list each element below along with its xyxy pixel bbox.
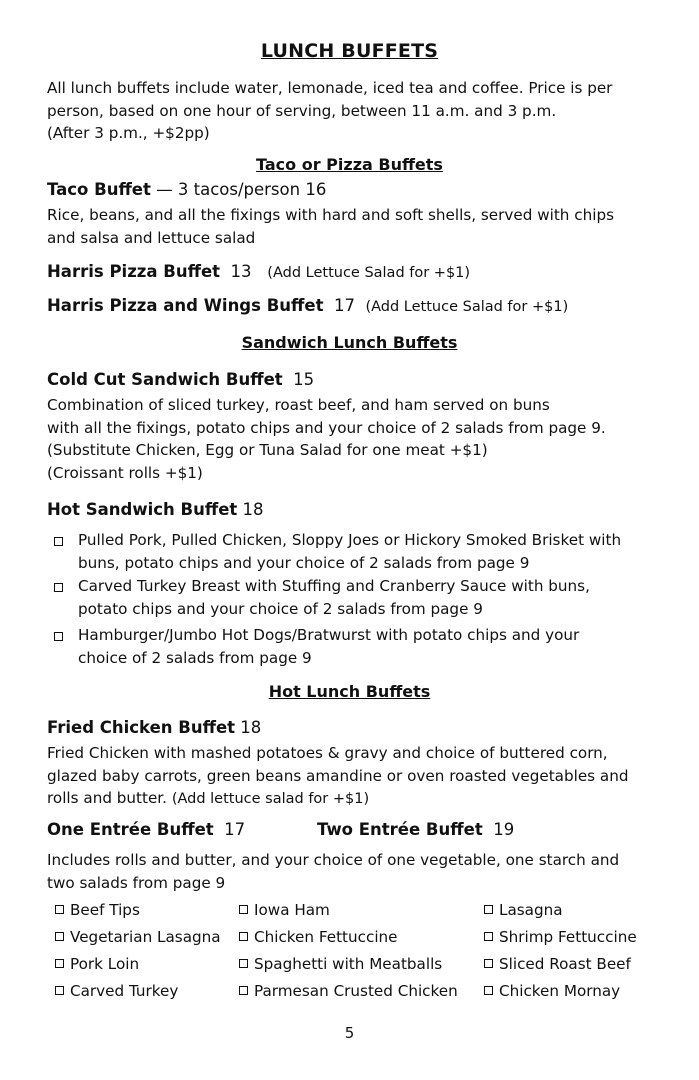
description-line: Fried Chicken with mashed potatoes & gravy and choice of buttered corn, (47, 744, 608, 762)
checkbox-icon (54, 537, 63, 546)
section-heading-taco-pizza: Taco or Pizza Buffets (256, 155, 443, 174)
fried-chicken-note: (Add lettuce salad for +$1) (171, 791, 370, 807)
taco-buffet-detail: — 3 tacos/person 16 (150, 180, 327, 199)
pizza-buffet-name: Harris Pizza Buffet (47, 262, 221, 281)
checkbox-icon (55, 905, 64, 914)
two-entree-buffet-name: Two Entrée Buffet (317, 820, 483, 839)
checkbox-icon (55, 959, 64, 968)
pizza-wings-buffet-price: 17 (333, 296, 355, 315)
checkbox-icon (54, 632, 63, 641)
cold-cut-buffet-price: 15 (293, 370, 315, 389)
hot-sandwich-buffet-name: Hot Sandwich Buffet (47, 500, 238, 519)
section-heading-hot-lunch: Hot Lunch Buffets (268, 682, 431, 701)
option-line: Carved Turkey Breast with Stuffing and Cranberry Sauce with buns, (78, 577, 590, 595)
description-line: Includes rolls and butter, and your choice of one vegetable, one starch and (47, 851, 620, 869)
pizza-buffet-price: 13 (230, 262, 252, 281)
one-entree-buffet-price: 17 (224, 820, 246, 839)
fried-chicken-buffet-price: 18 (240, 718, 262, 737)
entree-option-label: Chicken Mornay (499, 982, 621, 1000)
two-entree-buffet-price: 19 (493, 820, 515, 839)
entree-option (484, 982, 620, 1000)
intro-line: person, based on one hour of serving, between 11 a.m. and 3 p.m. (47, 101, 557, 120)
checkbox-icon (484, 905, 493, 914)
entree-option (55, 928, 221, 946)
option-line: Pulled Pork, Pulled Chicken, Sloppy Joes or Hickory Smoked Brisket with (78, 531, 622, 549)
hot-sandwich-option (52, 575, 652, 620)
taco-buffet-heading (47, 180, 326, 199)
description-line: with all the fixings, potato chips and your choice of 2 salads from page 9. (47, 418, 606, 437)
option-line: Hamburger/Jumbo Hot Dogs/Bratwurst with potato chips and your (78, 626, 580, 644)
entree-option-label: Sliced Roast Beef (499, 955, 631, 973)
cold-cut-buffet-name: Cold Cut Sandwich Buffet (47, 370, 283, 389)
entree-option-label: Iowa Ham (254, 901, 330, 919)
checkbox-icon (484, 986, 493, 995)
two-entree-buffet-heading (317, 820, 514, 839)
entree-option (239, 928, 398, 946)
hot-sandwich-option (52, 624, 652, 669)
option-line: choice of 2 salads from page 9 (78, 648, 312, 667)
one-entree-buffet-name: One Entrée Buffet (47, 820, 214, 839)
checkbox-icon (239, 959, 248, 968)
pizza-wings-buffet-heading (47, 296, 568, 315)
option-line: potato chips and your choice of 2 salads from page 9 (78, 599, 483, 618)
pizza-wings-buffet-note: (Add Lettuce Salad for +$1) (365, 299, 569, 315)
checkbox-icon (239, 905, 248, 914)
hot-sandwich-buffet-price: 18 (242, 500, 264, 519)
taco-buffet-description (47, 204, 657, 249)
entree-option-label: Carved Turkey (70, 982, 179, 1000)
description-line: glazed baby carrots, green beans amandine or oven roasted vegetables and (47, 766, 629, 785)
entree-option (55, 955, 139, 973)
checkbox-icon (239, 932, 248, 941)
checkbox-icon (239, 986, 248, 995)
intro-line: All lunch buffets include water, lemonade, iced tea and coffee. Price is per (47, 79, 613, 97)
hot-sandwich-buffet-heading (47, 500, 264, 519)
cold-cut-buffet-description (47, 394, 657, 484)
checkbox-icon (484, 932, 493, 941)
option-line: buns, potato chips and your choice of 2 salads from page 9 (78, 553, 530, 572)
entree-option-label: Vegetarian Lasagna (70, 928, 221, 946)
checkbox-icon (55, 986, 64, 995)
fried-chicken-buffet-name: Fried Chicken Buffet (47, 718, 236, 737)
entree-option-label: Lasagna (499, 901, 563, 919)
description-line: two salads from page 9 (47, 873, 226, 892)
entree-option-label: Pork Loin (70, 955, 140, 973)
taco-buffet-name: Taco Buffet (47, 180, 151, 199)
fried-chicken-buffet-heading (47, 718, 261, 737)
description-line: Combination of sliced turkey, roast beef, and ham served on buns (47, 396, 550, 414)
description-line: and salsa and lettuce salad (47, 228, 256, 247)
page-number: 5 (344, 1024, 355, 1042)
description-text: rolls and butter. (47, 789, 167, 807)
description-line: (Croissant rolls +$1) (47, 463, 203, 482)
intro-paragraph (47, 77, 657, 145)
entree-option-label: Spaghetti with Meatballs (254, 955, 443, 973)
entree-option (484, 928, 637, 946)
intro-line: (After 3 p.m., +$2pp) (47, 124, 210, 142)
pizza-buffet-heading (47, 262, 470, 281)
fried-chicken-buffet-description (47, 742, 657, 811)
hot-sandwich-option (52, 529, 652, 574)
description-line: (Substitute Chicken, Egg or Tuna Salad for one meat +$1) (47, 441, 488, 459)
one-entree-buffet-heading (47, 820, 245, 839)
description-line: Rice, beans, and all the fixings with hard and soft shells, served with chips (47, 206, 614, 224)
entree-option-label: Beef Tips (70, 901, 140, 919)
entree-option (55, 982, 178, 1000)
entree-buffet-description (47, 849, 657, 894)
entree-option-label: Chicken Fettuccine (254, 928, 398, 946)
checkbox-icon (55, 932, 64, 941)
entree-option-label: Shrimp Fettuccine (499, 928, 637, 946)
pizza-buffet-note: (Add Lettuce Salad for +$1) (267, 265, 471, 281)
section-heading-sandwich: Sandwich Lunch Buffets (241, 333, 458, 352)
entree-option (484, 955, 631, 973)
description-line (47, 787, 657, 811)
entree-option (239, 901, 330, 919)
checkbox-icon (484, 959, 493, 968)
entree-option (239, 982, 458, 1000)
pizza-wings-buffet-name: Harris Pizza and Wings Buffet (47, 296, 324, 315)
page-title: LUNCH BUFFETS (260, 40, 439, 62)
checkbox-icon (54, 583, 63, 592)
cold-cut-buffet-heading (47, 370, 314, 389)
entree-option (484, 901, 563, 919)
entree-option-label: Parmesan Crusted Chicken (254, 982, 458, 1000)
entree-option (239, 955, 442, 973)
entree-option (55, 901, 140, 919)
